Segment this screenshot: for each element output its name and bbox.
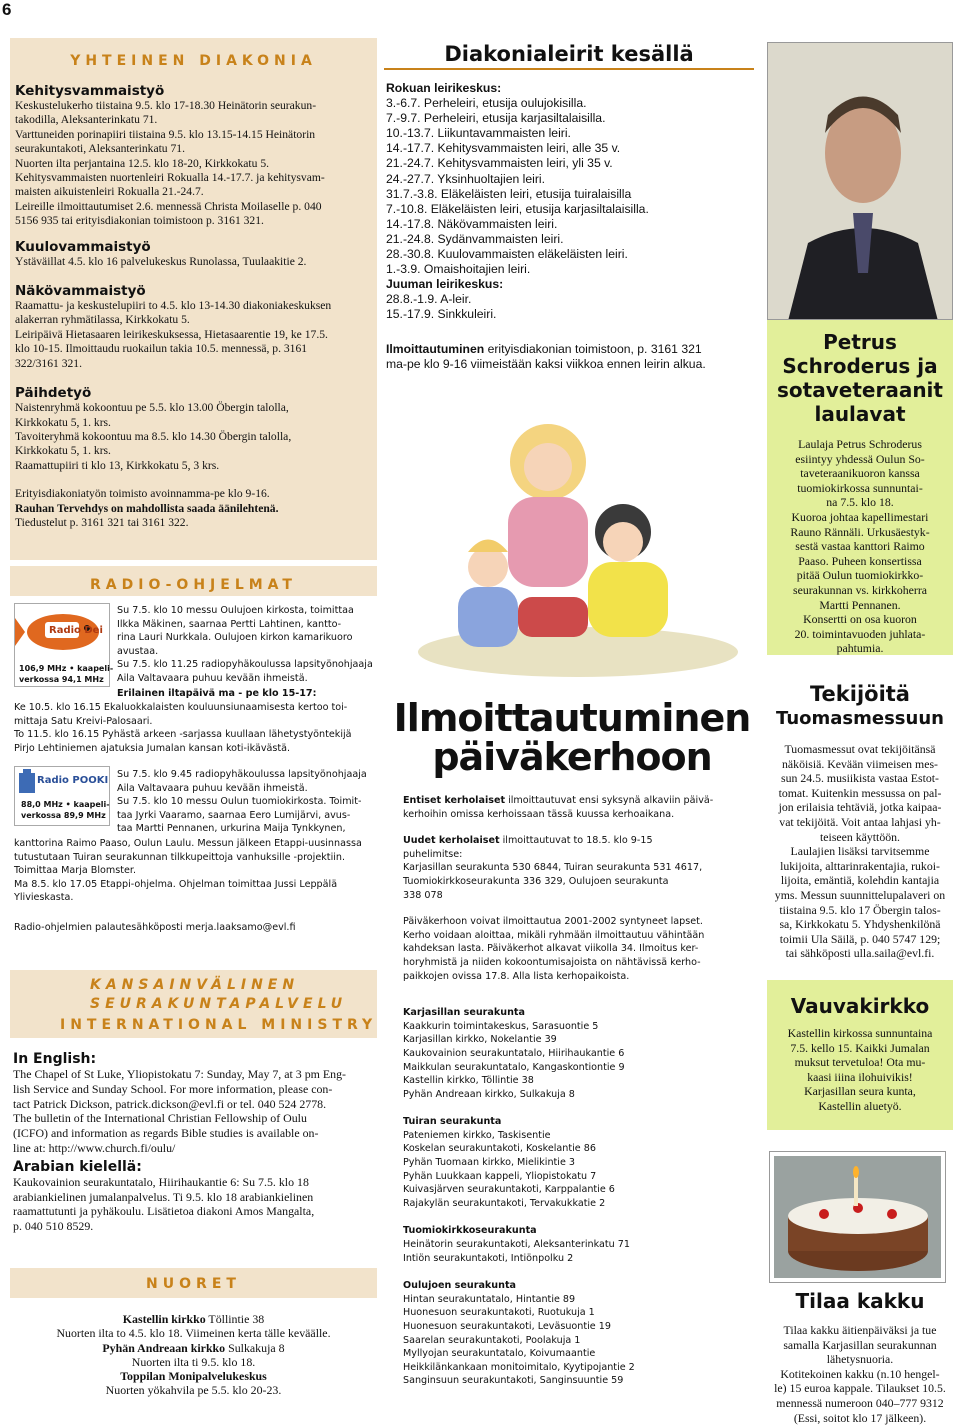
juuman-item: 15.-17.9. Sinkkuleiri. xyxy=(386,307,497,322)
ilmo-line-2: ma-pe klo 9-16 viimeistään kaksi viikkoa ennen leirin alkua. xyxy=(386,356,706,371)
kerhopaikka-item: Koskelan seurakuntakoti, Koskelantie 86 xyxy=(403,1143,596,1155)
cake-photo xyxy=(770,1152,945,1282)
nako-line: 322/3161 321. xyxy=(15,356,82,370)
uudet-line: 338 078 xyxy=(403,889,443,901)
kuulo-line: Ystäväillat 4.5. klo 16 palvelukeskus Runolassa, Tuulaakitie 2. xyxy=(15,254,307,268)
tekijoita-line: tai sähköposti ulla.saila@evl.fi. xyxy=(785,946,935,961)
kansainvalinen-heading-3: INTERNATIONAL MINISTRY xyxy=(60,1017,378,1033)
rokuan-item: 21.-24.8. Sydänvammaisten leiri. xyxy=(386,231,564,246)
arabian-title: Arabian kielellä: xyxy=(13,1158,142,1175)
kerhopaikka-item: Pateniemen kirkko, Taskisentie xyxy=(403,1129,551,1141)
nuoret-line-text: Sulkakuja 8 xyxy=(225,1340,285,1355)
info-line: Kerho voidaan aloittaa, mikäli ryhmään ilmoittautuu vähintään xyxy=(403,929,705,941)
rokuan-item: 14.-17.8. Näkövammaisten leiri. xyxy=(386,216,558,231)
dei-freq-1: 106,9 MHz • kaapeli- xyxy=(19,664,114,673)
kerhopaikka-item: Rajakylän seurakuntakoti, Tervakukkatie 2 xyxy=(403,1197,606,1209)
uudet-line: Karjasillan seurakunta 530 6844, Tuiran seurakunta 531 4617, xyxy=(403,862,703,874)
uudet-line-1 xyxy=(403,835,653,846)
petrus-line: Kuoroa johtaa kapellimestari xyxy=(791,509,929,524)
dei-line: rina Lauri Nurkkala. Oulujoen kirkon kamarikuoro xyxy=(117,632,353,644)
english-title: In English: xyxy=(13,1051,97,1067)
english-text xyxy=(13,1067,379,1156)
kerhopaikka-item: Myllyojan seurakuntatalo, Koivumaantie xyxy=(403,1348,596,1360)
tekijoita-title-2: Tuomasmessuun xyxy=(776,708,944,729)
toimisto-line: Erityisdiakoniatyön toimisto avoinnamma-pe klo 9-16. xyxy=(15,487,270,501)
vauvakirkko-line: muksut tervetuloa! Ota mu- xyxy=(794,1055,926,1070)
uudet-bold: Uudet kerholaiset xyxy=(403,835,500,847)
arabian-line: Kaukovainion seurakuntatalo, Hiirihaukantie 6: Su 7.5. klo 18 xyxy=(13,1174,309,1189)
kansainvalinen-heading-1: KANSAINVÄLINEN xyxy=(90,977,300,993)
kehitys-line: Nuorten ilta perjantaina 12.5. klo 18-20, Kirkkokatu 5. xyxy=(15,156,270,170)
radio-full-1 xyxy=(14,701,380,755)
kerhopaikka-item: Maikkulan seurakuntatalo, Kangaskontiontie 9 xyxy=(403,1061,625,1073)
radio-dei-bold: Erilainen iltapäivä ma - pe klo 15-17: xyxy=(117,688,317,699)
petrus-title-line: sotaveteraanit xyxy=(777,378,943,402)
tilaa-line: le) 15 euroa kappale. Tilaukset 10.5. xyxy=(774,1381,946,1396)
tuira-title: Tuiran seurakunta xyxy=(403,1116,502,1128)
ilmo-rest: erityisdiakonian toimistoon, p. 3161 321 xyxy=(484,341,702,356)
juuman-list xyxy=(386,292,756,322)
petrus-title xyxy=(767,330,953,426)
nako-text xyxy=(15,299,373,371)
vauvakirkko-text xyxy=(769,1026,951,1114)
kehitys-line: 5156 935 tai erityisdiakonian toimistoon p. 3161 321. xyxy=(15,214,264,228)
karja-title: Karjasillan seurakunta xyxy=(403,1007,525,1019)
pooki-line: Su 7.5. klo 10 messu Oulun tuomiokirkosta. Toimit- xyxy=(117,796,362,808)
nuoret-line xyxy=(10,1383,377,1397)
nako-title: Näkövammaistyö xyxy=(15,283,146,300)
radio-line: kanttorina Raimo Paaso, Oulun Laulu. Messun jälkeen Etappi-uusinnassa xyxy=(14,838,362,849)
kerhopaikka-item: Pyhän Andreaan kirkko, Sulkakuja 8 xyxy=(403,1088,575,1100)
paihde-line: Kirkkokatu 5, 1. krs. xyxy=(15,444,111,458)
petrus-line: Laulaja Petrus Schroderus xyxy=(798,437,922,451)
tekijoita-line: toimii Ula Säilä, p. 040 5747 129; xyxy=(779,931,941,946)
petrus-text xyxy=(770,437,950,656)
radio-line: Ylivieskasta. xyxy=(14,892,74,904)
kerhopaikka-item: Intiön seurakuntakoti, Intiönpolku 2 xyxy=(403,1252,574,1264)
tekijoita-line: tiistaina 9.5. klo 17 Öbergin talos- xyxy=(779,902,941,917)
nako-line: alakerran ryhmätilassa, Kirkkokatu 5. xyxy=(15,313,190,327)
nuoret-heading: NUORET xyxy=(146,1276,241,1292)
intro-bold: Entiset kerholaiset xyxy=(403,795,506,806)
info-line: paikkojen ovissa 17.8. Alla lista kerhopaikoista. xyxy=(403,970,630,982)
karja-list xyxy=(403,1020,758,1102)
pooki-line: taa Martti Pennanen, urkurina Maija Tynkkynen, xyxy=(117,823,346,835)
english-line: tact Patrick Dickson, patrick.dickson@evl.fi or tel. 040 524 2778. xyxy=(13,1096,327,1111)
tilaa-line: (Essi, soitot klo 17 jälkeen). xyxy=(793,1410,927,1425)
petrus-line: Paaso. Puheen konsertissa xyxy=(798,553,922,568)
radio-line: Toimittaa Marja Blomster. xyxy=(14,865,137,877)
children-drawing xyxy=(408,402,748,682)
nuoret-line xyxy=(10,1355,377,1369)
petrus-line: Rauno Rännäli. Urkusäestyk- xyxy=(790,524,930,539)
vauvakirkko-title: Vauvakirkko xyxy=(790,994,930,1018)
petrus-title-line: Schroderus ja xyxy=(782,354,938,378)
uudet-line: Tuomiokirkkoseurakunta 336 329, Oulujoen seurakunta xyxy=(403,875,669,887)
nuoret-line xyxy=(10,1369,377,1383)
paivakerho-intro xyxy=(403,794,758,821)
nuoret-line xyxy=(10,1341,377,1355)
rokuan-item: 7.-10.8. Eläkeläisten leiri, etusija karjasiltalaisilla. xyxy=(386,201,649,216)
kerhopaikka-item: Hintan seurakuntatalo, Hintantie 89 xyxy=(403,1293,576,1305)
pooki-line: Su 7.5. klo 9.45 radiopyhäkoulussa lapsityönohjaaja xyxy=(117,769,367,780)
paivakerho-title-2: päiväkerhoon xyxy=(432,735,712,779)
vauvakirkko-line: kaasi iiina ilohuivikis! xyxy=(807,1069,913,1084)
petrus-line: tuomiokirkossa sunnuntai- xyxy=(797,480,923,495)
tiedustelut: Tiedustelut p. 3161 321 tai 3161 322. xyxy=(15,515,189,529)
petrus-line: pahtumia. xyxy=(836,641,884,656)
pooki-freq-1: 88,0 MHz • kaapeli- xyxy=(21,800,110,809)
uudet-line: puhelimitse: xyxy=(403,848,463,860)
kehitys-line: seurakuntakoti, Aleksanterinkatu 71. xyxy=(15,142,185,156)
dei-line: Su 7.5. klo 10 messu Oulujoen kirkosta, toimittaa xyxy=(117,605,354,616)
intro-line-2: kerhoihin omissa kerhoissaan tässä kuussa kerhoaikana. xyxy=(403,808,675,820)
arabian-line: raamattutunti ja pyhäkoulu. Lisätietoa diakoni Amos Mangalta, xyxy=(13,1204,315,1219)
rokuan-title: Rokuan leirikeskus: xyxy=(386,81,502,95)
kuulo-text xyxy=(15,255,373,269)
paivakerho-title-1: Ilmoittautuminen xyxy=(393,696,751,740)
kerhopaikka-item: Kaakkurin toimintakeskus, Sarasuontie 5 xyxy=(403,1020,599,1032)
juuman-item: 28.8.-1.9. A-leir. xyxy=(386,292,472,307)
ilmo-bold: Ilmoittautuminen xyxy=(386,341,485,356)
tekijoita-line: tomat. Kuitenkin messussa on pal- xyxy=(778,785,942,800)
tuira-list xyxy=(403,1129,758,1211)
paihde-line: Naistenryhmä kokoontuu pe 5.5. klo 13.00 Öbergin talolla, xyxy=(15,401,289,415)
rokuan-item: 10.-13.7. Liikuntavammaisten leiri. xyxy=(386,126,571,141)
vauvakirkko-line: Karjasillan seura kunta, xyxy=(804,1084,916,1099)
rokuan-list xyxy=(386,96,756,277)
radio-palaute: Radio-ohjelmien palautesähköposti merja.laaksamo@evl.fi xyxy=(14,922,296,933)
pooki-logo-name: Radio POOKI xyxy=(37,775,109,786)
tilaa-line: Tilaa kakku äitienpäiväksi ja tue xyxy=(783,1323,937,1337)
arabian-line: p. 040 510 8529. xyxy=(13,1219,94,1234)
nako-line: klo 10-15. Ilmoittaudu ruokailun takia 10.5. mennessä, p. 3161 xyxy=(15,342,308,356)
dei-line: Su 7.5. klo 11.25 radiopyhäkoulussa lapsityönohjaaja xyxy=(117,659,373,671)
tuomio-list xyxy=(403,1238,758,1265)
leirit-divider xyxy=(384,68,754,70)
petrus-line: na 7.5. klo 18. xyxy=(826,495,894,510)
english-line: (ICFO) and information as regards Bible studies is available on- xyxy=(13,1126,319,1141)
paivakerho-content xyxy=(403,794,758,1388)
tilaa-line: samalla Karjasillan seurakunnan xyxy=(783,1337,937,1352)
pooki-line: taa Jyrki Vaaramo, saarnaa Eero Lumijärvi, avus- xyxy=(117,809,351,821)
juuman-title: Juuman leirikeskus: xyxy=(386,277,504,292)
dei-line: Aila Valtavaara puhuu kevään ihmeistä. xyxy=(117,672,308,684)
radio-line: Ke 10.5. klo 16.15 Ekaluokkalaisten kouluunsiunaamisesta kertoo toi- xyxy=(14,702,348,713)
petrus-line: taveteraanikuoron kanssa xyxy=(800,466,920,481)
uudet-lines xyxy=(403,848,758,902)
tekijoita-line: sa, Kirkkokatu 5. Yhdyshenkilönä xyxy=(779,917,941,932)
english-line: lish Service and Sunday School. For more information, please con- xyxy=(13,1081,333,1096)
radio-line: Ma 8.5. klo 17.05 Etappi-ohjelma. Ohjelman toimittaa Jussi Leppälä xyxy=(14,878,338,890)
nuoret-line-text: Nuorten ilta to 4.5. klo 18. Viimeinen kerta tälle keväälle. xyxy=(56,1326,331,1341)
rokuan-item: 14.-17.7. Kehitysvammaisten leiri, alle 35 v. xyxy=(386,141,621,156)
english-line: line at: http://www.church.fi/oulu/ xyxy=(13,1140,176,1155)
paihde-line: Tavoiteryhmä kokoontuu ma 8.5. klo 14.30 Öbergin talolla, xyxy=(15,429,292,443)
kerhopaikka-item: Huonesuon seurakuntakoti, Ruotukuja 1 xyxy=(403,1307,595,1319)
dei-logo-name: Radio Dei xyxy=(49,625,103,636)
kehitys-line: Varttuneiden porinapiiri tiistaina 9.5. klo 13.15-14.15 Heinätorin xyxy=(15,127,316,141)
leirit-heading: Diakonialeirit kesällä xyxy=(444,42,694,66)
info-line: kahdeksan lasta. Päiväkerhot alkavat viikolla 34. Ilmoitus ker- xyxy=(403,943,699,955)
uudet-rest: ilmoittautuvat to 18.5. klo 9-15 xyxy=(499,835,653,847)
tekijoita-line: Laulajien lisäksi tarvitsemme xyxy=(790,844,930,859)
radio-line: tutustutaan Tuiran seurakunnan tilkkupeittoja vanhuksille -projektiin. xyxy=(14,851,346,863)
yhteinen-heading: YHTEINEN DIAKONIA xyxy=(70,53,317,69)
tekijoita-line: jon erilaisia tehtäviä, jotka kaipaa- xyxy=(778,800,942,815)
radio-dei-text xyxy=(117,604,379,686)
kehitys-text xyxy=(15,99,373,229)
nako-line: Leiripäivä Hietasaaren leirikeskuksessa, Hietasaarentie 19, ke 17.5. xyxy=(15,327,328,341)
nuoret-line-text: Töllintie 38 xyxy=(205,1312,265,1326)
radio-dei-logo xyxy=(14,603,114,687)
kehitys-line: maisten aikuistenleiri Rokualla 21.-24.7. xyxy=(15,185,204,199)
leirit-content xyxy=(386,81,756,372)
petrus-title-line: Petrus xyxy=(823,330,897,354)
rokuan-item: 1.-3.9. Omaishoitajien leiri. xyxy=(386,262,531,277)
dei-line: Ilkka Mäkinen, saarnaa Pertti Lahtinen, kantto- xyxy=(117,618,342,630)
arabian-text xyxy=(13,1175,379,1234)
page-number: 6 xyxy=(2,0,12,19)
nuoret-line xyxy=(10,1312,377,1326)
kehitys-title: Kehitysvammaistyö xyxy=(15,83,165,99)
rokuan-item: 24.-27.7. Yksinhuoltajien leiri. xyxy=(386,171,545,186)
tilaa-line: mennessä numeroon 040–777 9312 xyxy=(776,1395,944,1410)
kerhopaikka-item: Kastellin kirkko, Töllintie 38 xyxy=(403,1075,534,1087)
radio-pooki-text xyxy=(117,768,379,836)
tekijoita-line: Tuomasmessut ovat tekijöitänsä xyxy=(784,742,936,756)
paihde-text xyxy=(15,401,373,473)
rokuan-item: 3.-6.7. Perheleiri, etusija oulujokisilla. xyxy=(386,96,587,111)
tekijoita-title-1: Tekijöitä xyxy=(810,682,910,706)
kehitys-line: Kehitysvammaisten nuortenleiri Rokualla 14.-17.7. ja kehitysvam- xyxy=(15,171,325,185)
tekijoita-line: sun 24.5. musiikista vastaa Estot- xyxy=(781,771,939,786)
kansainvalinen-content xyxy=(13,1051,379,1234)
tekijoita-line: teiseen käyttöön. xyxy=(820,829,900,844)
nuoret-line-bold: Toppilan Monipalvelukeskus xyxy=(120,1369,267,1384)
kerhopaikka-item: Saarelan seurakuntakoti, Poolakuja 1 xyxy=(403,1334,581,1346)
nako-line: Raamattu- ja keskustelupiiri to 4.5. klo 13-14.30 diakoniakeskuksen xyxy=(15,299,332,313)
cake-image xyxy=(774,1156,941,1278)
petrus-line: sestä vastaa kanttori Raimo xyxy=(795,539,925,554)
nuoret-lines xyxy=(10,1312,377,1398)
pooki-line: Aila Valtavaara puhuu kevään ihmeistä. xyxy=(117,782,308,794)
nuoret-line-bold: Pyhän Andreaan kirkko xyxy=(102,1340,226,1355)
petrus-portrait-image xyxy=(768,43,953,320)
radio-full-2 xyxy=(14,837,380,905)
toimisto-bold-line: Rauhan Tervehdys on mahdollista saada äänilehtenä. xyxy=(15,501,279,515)
tekijoita-line: näköisiä. Kevään viimeisen mes- xyxy=(782,756,938,771)
petrus-line: 20. toimintavuoden juhlata- xyxy=(794,626,926,641)
intro-rest: ilmoittautuvat ensi syksynä alkaviin päivä- xyxy=(505,795,714,806)
info-line: Päiväkerhoon voivat ilmoittautua 2001-2002 syntyneet lapset. xyxy=(403,916,703,928)
oulu-title: Oulujoen seurakunta xyxy=(403,1280,517,1292)
info-line: horyhmistä ja niiden kokoontumisajoista on nähtävissä kerho- xyxy=(403,956,701,968)
petrus-line: Martti Pennanen. xyxy=(819,597,901,612)
rokuan-item: 28.-30.8. Kuulovammaisten eläkeläisten leiri. xyxy=(386,247,628,262)
nuoret-line xyxy=(10,1326,377,1340)
toimisto-bold xyxy=(15,502,373,516)
radio-line: To 11.5. klo 16.15 Pyhästä arkeen -sarjassa kuullaan lähetystyöntekijä xyxy=(14,729,352,741)
tilaa-line: lähetysnuoria. xyxy=(826,1352,894,1367)
tekijoita-line: vat tekijöitä. Voit antaa lahjasi yh- xyxy=(779,814,941,829)
kansainvalinen-heading-2: SEURAKUNTAPALVELU xyxy=(90,996,348,1012)
paivakerho-info xyxy=(403,915,758,983)
children-drawing-image xyxy=(408,402,748,682)
tilaa-line: Kotitekoinen kakku (n.10 hengel- xyxy=(780,1366,940,1381)
tekijoita-line: yms. Messun suunnittelupalaveri on xyxy=(774,887,946,902)
petrus-line: seurakunnan vs. kirkkoherra xyxy=(793,582,927,597)
tilaa-title: Tilaa kakku xyxy=(795,1289,925,1313)
tekijoita-text xyxy=(767,742,953,961)
radio-line: Pirjo Lehtiniemen ajatuksia Jumalan kansan koti-ikävästä. xyxy=(14,742,291,754)
oulu-list xyxy=(403,1293,758,1388)
kerhopaikka-item: Karjasillan kirkko, Nokelantie 39 xyxy=(403,1034,557,1046)
intro-line-1 xyxy=(403,795,713,806)
pooki-freq-2: verkossa 89,9 MHz xyxy=(21,811,106,820)
paihde-line: Kirkkokatu 5, 1. krs. xyxy=(15,415,111,429)
kerhopaikka-item: Pyhän Tuomaan kirkko, Mielikintie 3 xyxy=(403,1157,576,1169)
radio-heading: RADIO-OHJELMAT xyxy=(90,577,297,593)
rokuan-item: 7.-9.7. Perheleiri, etusija karjasiltalaisilla. xyxy=(386,111,606,126)
nuoret-line-text: Nuorten yökahvila pe 5.5. klo 20-23. xyxy=(105,1383,282,1398)
petrus-line: esiintyy yhdessä Oulun So- xyxy=(795,451,925,466)
kerhopaikka-item: Kaukovainion seurakuntatalo, Hiirihaukantie 6 xyxy=(403,1047,625,1059)
kerhopaikka-item: Sanginsuun seurakuntakoti, Sanginsuuntie 59 xyxy=(403,1375,624,1387)
kerhopaikka-item: Heinätorin seurakuntakoti, Aleksanterinkatu 71 xyxy=(403,1239,630,1251)
paihde-title: Päihdetyö xyxy=(15,385,92,402)
petrus-line: Konsertti on osa kuoron xyxy=(803,612,917,627)
tuomio-title: Tuomiokirkkoseurakunta xyxy=(403,1225,537,1237)
nuoret-line-text: Nuorten ilta ti 9.5. klo 18. xyxy=(131,1354,256,1369)
english-line: The Chapel of St Luke, Yliopistokatu 7: Sunday, May 7, at 3 pm Eng- xyxy=(13,1067,347,1081)
nuoret-line-bold: Kastellin kirkko xyxy=(122,1312,206,1326)
petrus-line: pitää Oulun tuomiokirkko- xyxy=(796,568,924,583)
tekijoita-line: lukijoita, alttarinrakentajia, rukoi- xyxy=(780,858,940,873)
kehitys-line: takodilla, Aleksanterinkatu 71. xyxy=(15,113,158,127)
kerhopaikka-item: Huonesuon seurakuntakoti, Leväsuontie 19 xyxy=(403,1321,611,1332)
kehitys-line: Leireille ilmoittautumiset 2.6. mennessä Christa Moilaselle p. 040 xyxy=(15,199,322,213)
rokuan-item: 31.7.-3.8. Eläkeläisten leiri, etusija tuiralaisilla xyxy=(386,186,632,201)
kerhopaikka-item: Kuivasjärven seurakuntakoti, Karppalantie 6 xyxy=(403,1184,615,1196)
ilmo-line-1 xyxy=(386,342,756,357)
kerhopaikka-item: Pyhän Luukkaan kappeli, Yliopistokatu 7 xyxy=(403,1170,597,1182)
kerhopaikka-item: Heikkilänkankaan monitoimitalo, Kyytipojantie 2 xyxy=(403,1361,635,1373)
paivakerho-uudet xyxy=(403,834,758,848)
toimisto-text xyxy=(15,487,373,501)
dei-line: avustaa. xyxy=(117,645,159,657)
petrus-title-line: laulavat xyxy=(814,402,906,426)
vauvakirkko-line: Kastellin aluetyö. xyxy=(818,1098,902,1113)
petrus-photo xyxy=(767,42,953,320)
arabian-line: arabiankielinen jumalanpalvelus. Ti 9.5. klo 18 arabiankielinen xyxy=(13,1189,314,1204)
vauvakirkko-line: Kastellin kirkossa sunnuntaina xyxy=(787,1026,933,1040)
english-line: The bulletin of the International Christian Fellowship of Oulu xyxy=(13,1111,307,1126)
kuulo-title: Kuulovammaistyö xyxy=(15,238,151,255)
kehitys-line: Keskustelukerho tiistaina 9.5. klo 17-18.30 Heinätorin seurakun- xyxy=(15,99,317,112)
radio-pooki-logo xyxy=(14,766,110,826)
tekijoita-line: lijoita, emäntiä, kolehdin kantajia xyxy=(780,873,940,888)
radio-line: mittaja Satu Kreivi-Palosaari. xyxy=(14,715,153,727)
tilaa-text xyxy=(767,1323,953,1425)
vauvakirkko-line: 7.5. kello 15. Kaikki Jumalan xyxy=(790,1040,930,1055)
yhteinen-content xyxy=(15,83,373,530)
rokuan-item: 21.-24.7. Kehitysvammaisten leiri, yli 35 v. xyxy=(386,156,613,171)
paihde-line: Raamattupiiri ti klo 13, Kirkkokatu 5, 3 krs. xyxy=(15,458,220,472)
dei-freq-2: verkossa 94,1 MHz xyxy=(19,675,104,684)
